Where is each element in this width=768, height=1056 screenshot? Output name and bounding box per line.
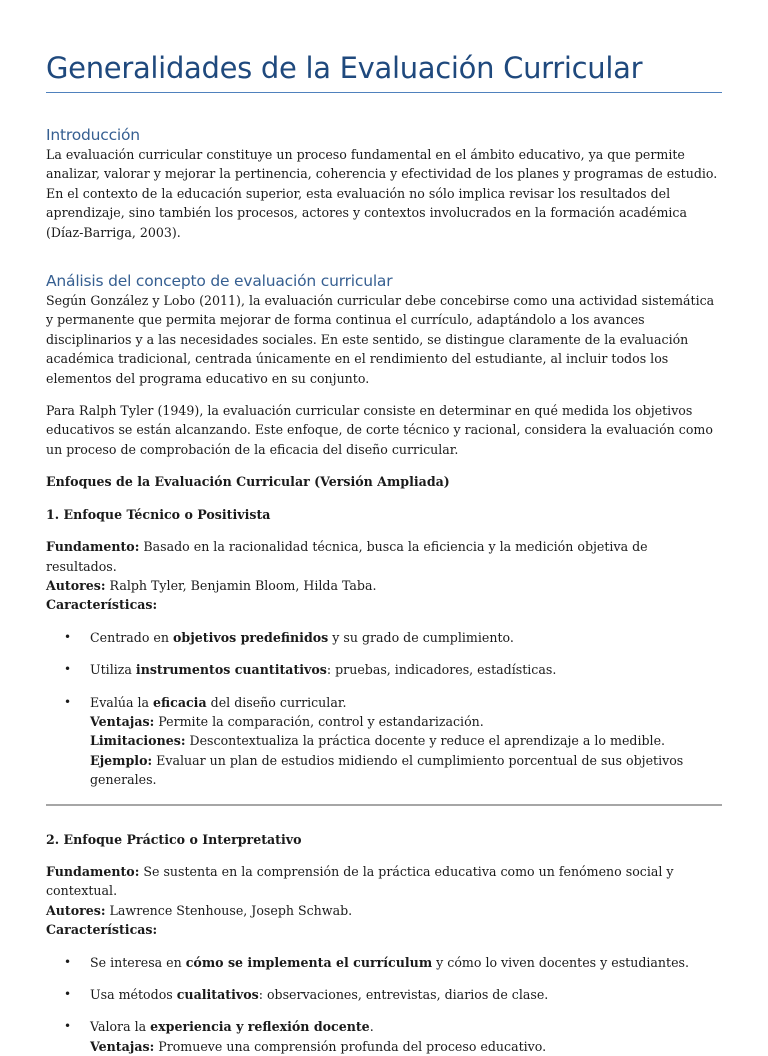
enfoque-2-autores: Autores: Lawrence Stenhouse, Joseph Schwab. [46, 902, 353, 918]
enfoque-2-caracteristicas: Características: [46, 922, 158, 938]
enfoque-1-ejemplo: Evaluar un plan de estudios midiendo el cumplimiento porcentual de sus objetivos generales. [90, 752, 684, 788]
document-title: Generalidades de la Evaluación Curricular [46, 51, 643, 85]
list-item: • Se interesa en cómo se implementa el currículum y cómo lo viven docentes y estudiantes. [64, 954, 690, 970]
analysis-paragraph-2: Para Ralph Tyler (1949), la evaluación curricular consiste en determinar en qué medida los objetivos educativos se están alcanzando. Este enfoque, de corte técnico y racional, considera la evaluación como un proceso de comprobación de la eficacia del diseño curricular. [46, 403, 713, 457]
intro-heading: Introducción [46, 126, 140, 144]
enfoque-1-caracteristicas: Características: [46, 597, 158, 613]
enfoque-1-ventajas: Permite la comparación, control y estandarización. [154, 713, 484, 729]
analysis-heading: Análisis del concepto de evaluación curricular [46, 272, 393, 291]
enfoque-2-list [46, 953, 722, 1056]
enfoques-heading: Enfoques de la Evaluación Curricular (Versión Ampliada) [46, 474, 450, 490]
list-item: • Usa métodos cualitativos: observaciones, entrevistas, diarios de clase. [64, 987, 549, 1002]
enfoque-1-limitaciones: Descontextualiza la práctica docente y reduce el aprendizaje a lo medible. [185, 733, 666, 749]
enfoque-1-list [46, 628, 722, 790]
analysis-paragraph-1: Según González y Lobo (2011), la evaluación curricular debe concebirse como una actividad sistemática y permanente que permita mejorar de forma continua el currículo, adaptándolo a los avances disciplinarios y a las necesidades sociales. En este sentido, se distingue claramente de la evaluación académica tradicional, centrada únicamente en el rendimiento del estudiante, al incluir todos los elementos del programa educativo en su conjunto. [46, 293, 715, 386]
enfoque-1-fundamento: Fundamento: Basado en la racionalidad técnica, busca la eficiencia y la medición objetiva de resultados. [46, 539, 648, 574]
enfoque-2-ventajas: Promueve una comprensión profunda del proceso educativo. [154, 1038, 547, 1054]
intro-paragraph: La evaluación curricular constituye un proceso fundamental en el ámbito educativo, ya que permite analizar, valorar y mejorar la pertinencia, coherencia y efectividad de los planes y programas de estudio. En el contexto de la educación superior, esta evaluación no sólo implica revisar los resultados del aprendizaje, sino también los procesos, actores y contextos involucrados en la formación académica (Díaz-Barriga, 2003). [46, 147, 718, 240]
enfoque-1-autores: Autores: Ralph Tyler, Benjamin Bloom, Hilda Taba. [46, 577, 377, 593]
list-item: • Valora la experiencia y reflexión docente. Ventajas: Promueve una comprensión profunda del proceso educativo. [64, 1019, 547, 1054]
enfoque-2-fundamento: Fundamento: Se sustenta en la comprensión de la práctica educativa como un fenómeno social y contextual. [46, 863, 674, 899]
enfoque-2-heading: 2. Enfoque Práctico o Interpretativo [46, 831, 302, 847]
list-item: • Centrado en objetivos predefinidos y su grado de cumplimiento. [64, 629, 514, 645]
list-item: • Evalúa la eficacia del diseño curricular. Ventajas: Permite la comparación, control y estandarización. Limitaciones: Descontextualiza la práctica docente y reduce el aprendizaje a lo medible. Ejemplo: Evaluar un plan de estudios midiendo el cumplimiento porcentual de sus objetivos generales. [64, 694, 684, 788]
enfoque-1-heading: 1. Enfoque Técnico o Positivista [46, 506, 271, 522]
list-item: • Utiliza instrumentos cuantitativos: pruebas, indicadores, estadísticas. [64, 662, 557, 678]
